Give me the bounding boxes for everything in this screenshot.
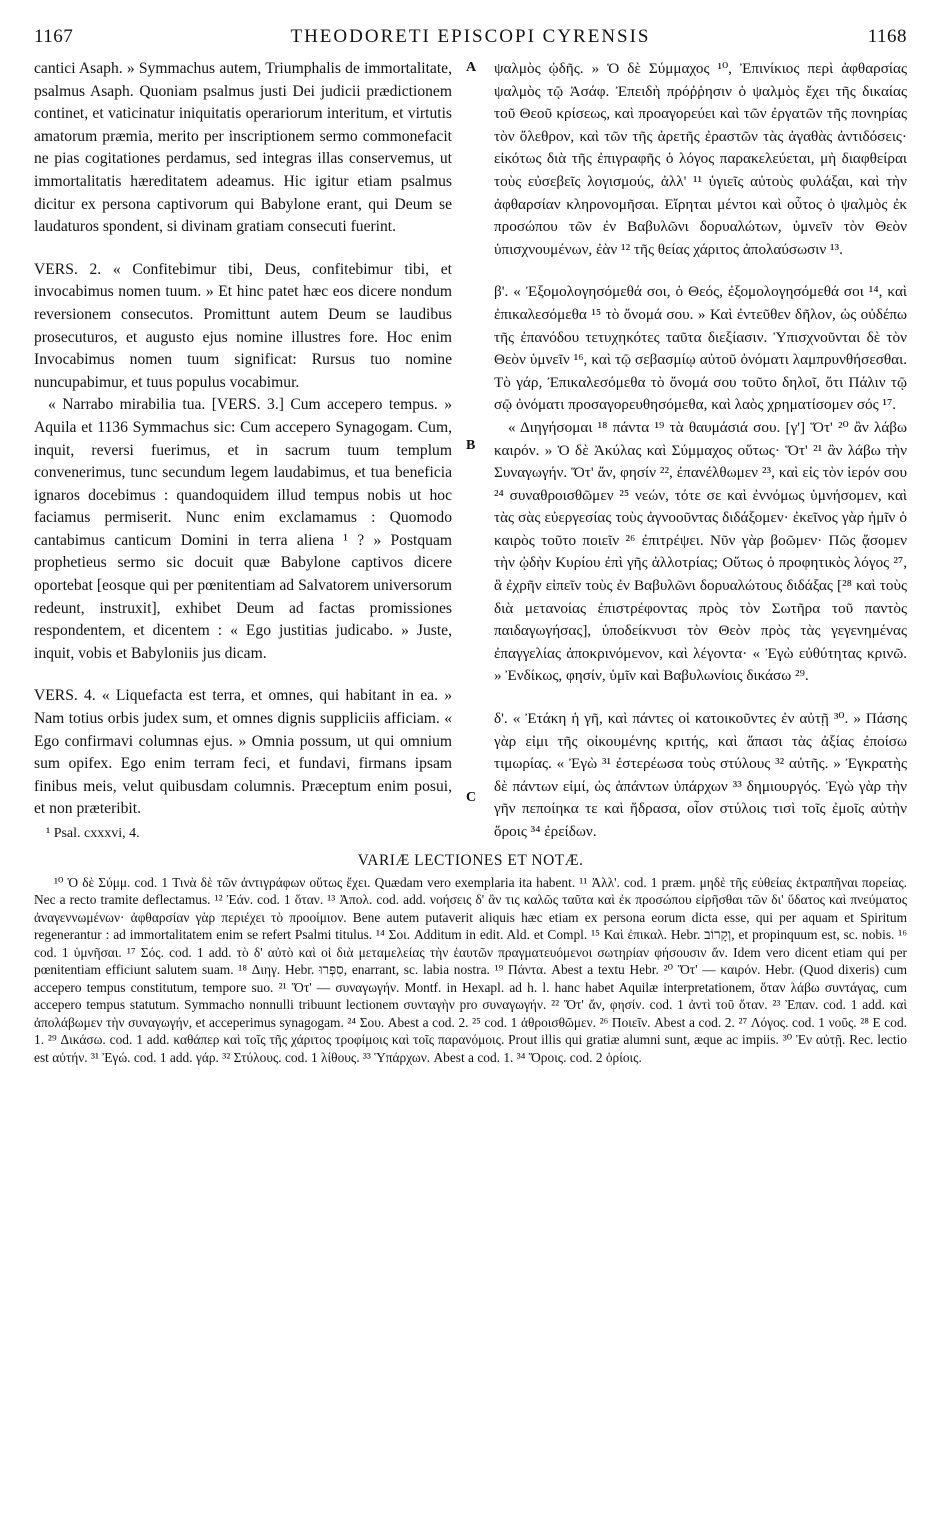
two-column-body: [34, 58, 907, 846]
greek-column: [494, 58, 907, 846]
left-page-number: 1167: [34, 26, 74, 47]
greek-paragraph-4: δ'. « Ἐτάκη ἡ γῆ, καὶ πάντες οἱ κατοικοῦντες ἐν αὐτῇ ³⁰. » Πάσης γὰρ εἰμι τῆς οἰκουμένης κριτής, καὶ ἅπασι τὰς ἀξίας ἐποίσω τιμωρίας. « Ἐγὼ ³¹ ἐστερέωσα τοὺς στύλους ³² αὐτῆς. » Ἐγκρατὴς δὲ πάντων εἰμί, ὡς ἁπάντων ὑπάρχων ³³ δημιουργός. Ἐγὼ γὰρ τὴν γῆν πεποίηκα τε καὶ ἥδρασα, οἷον στύλοις τισὶ τοῖς ἐμοῖς αὐτὴν ὅροις ³⁴ ἐρείδων.: [494, 710, 907, 840]
latin-paragraph-3: « Narrabo mirabilia tua. [VERS. 3.] Cum accepero tempus. » Aquila et 1136 Symmachus sic: Cum accepero Synagogam. Cum, inquit, reversi fuerimus, et in sacrum tuum templum convenerimus, tunc secundum legem laudabimus, et tua beneficia ignaros docebimus : quandoquidem illud tempus nobis ut hoc faciamus permiserit. Nunc enim exclamamus : Quomodo cantabimus canticum Domini in terra aliena ¹ ? » Postquam prophetieus sermo sic docuit quæ Babylone captivos dicere oportebat [eosque qui per pœnitentiam ad Salvatorem universorum redeunt, instruxit], exhibet Deum ad factas promissiones respondentem, et dicentem : « Ego justitias judicabo. » Juste, inquit, vobis et Babyloniis jus dicam.: [34, 396, 452, 662]
latin-paragraph-1: cantici Asaph. » Symmachus autem, Triumphalis de immortalitate, psalmus Asaph. Quoniam psalmus justi Dei judicii prædictionem continet, et vaticinatur iniquitatis operariorum interitum, et virtutis amatorum præmia, merito per inscriptionem sermo commonefacit ne pias cogitationes perdamus, sed integras illas conservemus, ut immortalitatis hæreditatem adeamus. Hic igitur etiam psalmus dicitur ex persona captivorum qui Babylone erant, qui Deum se laudaturos spondent, si divinam gratiam consecuti fuerint.: [34, 60, 452, 236]
latin-paragraph-4: VERS. 4. « Liquefacta est terra, et omnes, qui habitant in ea. » Nam totius orbis judex sum, et omnes dignis suppliciis afficiam. « Ego confirmavi columnas ejus. » Omnia possum, ut qui omnium sum opifex. Ego enim terram feci, et fundavi, firmans ipsam finibus meis, velut quibusdam columnis. Præceptum enim posui, et non præteribit.: [34, 687, 452, 818]
running-title: THEODORETI EPISCOPI CYRENSIS: [290, 26, 651, 47]
latin-paragraph-2: VERS. 2. « Confitebimur tibi, Deus, confitebimur tibi, et invocabimus nomen tuum. » Et hinc patet hæc eos dicere nondum reversionem consecutos. Promittunt autem Deum se laudibus prosecuturos, et augusto ejus nomine illustres fore. Hoc enim Invocabimus nomen tuum significat: Rursus tuo nomine nuncupabimur, et tuus populus vocabimur.: [34, 260, 452, 391]
greek-paragraph-1: ψαλμὸς ᾠδῆς. » Ὁ δὲ Σύμμαχος ¹⁰, Ἐπινίκιος περὶ ἀφθαρσίας ψαλμὸς τῷ Ἀσάφ. Ἐπειδὴ πρόῤῥησιν ὁ ψαλμὸς ἔχει τῆς δικαίας τοῦ Θεοῦ κρίσεως, καὶ προαγορεύει καὶ τῶν ἐργατῶν τῆς πονηρίας τὸν ὄλεθρον, καὶ τῶν τῆς ἀρετῆς ἐραστῶν τὰς ἀγαθὰς ἀντιδόσεις· εἰκότως διὰ τῆς ἐπιγραφῆς ὁ λόγος παρακελεύεται, μὴ διαφθείραι τοὺς εὐσεβεῖς λογισμούς, ἀλλ' ¹¹ ὑγιεῖς αὐτοὺς φυλάξαι, καὶ τὴν ἀφθαρσίαν κληρονομῆσαι. Εἴρηται μέντοι καὶ οὗτος ὁ ψαλμὸς ἐκ προσώπου τῶν ἐν Βαβυλῶνι δορυαλώτων, ὑμνεῖν τὸν Θεὸν ὑπισχνουμένων, ἐὰν ¹² τῆς θείας χάριτος ἀπολαύσωσιν ¹³.: [494, 60, 907, 258]
latin-footnote: ¹ Psal. cxxxvi, 4.: [46, 826, 140, 841]
margin-letters: [462, 58, 484, 846]
margin-letter-c: C: [466, 790, 477, 805]
running-head: [34, 26, 907, 56]
latin-column: [34, 58, 452, 846]
notes-paragraph: ¹⁰ Ὁ δὲ Σύμμ. cod. 1 Τινὰ δὲ τῶν ἀντιγράφων οὕτως ἔχει. Quædam vero exemplaria ita habent. ¹¹ Ἀλλ'. cod. 1 præm. μηδὲ τῆς εὐθείας ἐκτραπῆναι πορείας. Nec a recto tramite deflectamus. ¹² Ἐάν. cod. 1 ὅταν. ¹³ Ἀπολ. cod. add. νοήσεις δ' ἂν τις καλῶς ταῦτα καὶ ἐκ προσώπου εἰρῆσθαι τῶν δι' ὕδατος καὶ πνεύματος ἀναγεννωμένων· ἀφθαρσίαν γὰρ περιέχει τὸ προοίμιον. Bene autem putaverit aliquis hæc etiam ex persona eorum dicta esse, qui per aquam et Spiritum regenerantur : ad immortalitatem enim se refert Psalmi titulus. ¹⁴ Σοι. Additum in edit. Ald. et Compl. ¹⁵ Καὶ ἐπικαλ. Hebr. וְקָרוֹב, et propinquum est, sc. nobis. ¹⁶ cod. 1 ὑμνῆσαι. ¹⁷ Σός. cod. 1 add. τὸ δ' αὐτὸ καὶ οἱ διὰ μεταμελείας τὴν ἑαυτῶν πραγματευόμενοι σωτηρίαν φήσουσιν ἄν. Idem vero dicent etiam qui per pœnitentiam efficiunt salutem suam. ¹⁸ Διηγ. Hebr. סִפְּרוּ, enarrant, sc. labia nostra. ¹⁹ Πάντα. Abest a textu Hebr. ²⁰ Ὅτ' — καιρόν. Hebr. (Quod dixeris) cum accepero tempus constitutum, tempore suo. ²¹ Ὅτ' — συναγωγήν. Montf. in Hexapl. ad h. l. hanc habet Aquilæ interpretationem, ὅταν λάβω συντάγας, cum accepero tempus statutum. Symmacho nonnulli tribuunt lectionem συνταγὴν pro συναγωγήν. ²² Ὅτ' ἄν, φησίν. cod. 1 ἀντὶ τοῦ ὅταν. ²³ Ἐπαν. cod. 1 add. καὶ ἀπολάβωμεν τὴν συναγωγήν, et acceperimus synagogam. ²⁴ Σου. Abest a cod. 2. ²⁵ cod. 1 ἀθροισθῶμεν. ²⁶ Ποιεῖν. Abest a cod. 2. ²⁷ Λόγος. cod. 1 νοῦς. ²⁸ E cod. 1. ²⁹ Δικάσω. cod. 1 add. καθάπερ καὶ τοῖς τῆς χάριτος τροφίμοις καὶ τοῖς παρανόμοις. Prout illis qui gratiæ alumni sunt, æque ac impiis. ³⁰ Ἐν αὐτῇ. Rec. lectio est αὐτήν. ³¹ Ἐγώ. cod. 1 add. γάρ. ³² Στύλους. cod. 1 λίθους. ³³ Ὑπάρχων. Abest a cod. 1. ³⁴ Ὅροις. cod. 2 ὁρίοις.: [34, 874, 908, 1065]
greek-paragraph-3: « Διηγήσομαι ¹⁸ πάντα ¹⁹ τὰ θαυμάσιά σου. [γ'] Ὅτ' ²⁰ ἂν λάβω καιρόν. » Ὁ δὲ Ἀκύλας καὶ Σύμμαχος οὕτως· Ὅτ' ²¹ ἂν λάβω τὴν Συναγωγήν. Ὅτ' ἄν, φησίν ²², ἐπανέλθωμεν ²³, καὶ εἰς τὸν ἱερόν σου ²⁴ συναθροισθῶμεν ²⁵ νεών, τότε σε καὶ ἐννόμως ὑμνήσομεν, καὶ τὰς σὰς εὐεργεσίας τοὺς ἀγνοοῦντας διδάξομεν· ἐκεῖνος γὰρ ἡμῖν ὁ καιρὸς τοῦτο ποιεῖν ²⁶ ἐπιτρέψει. Νῦν γὰρ βοῶμεν· Πῶς ᾄσομεν τὴν ᾠδὴν Κυρίου ἐπὶ γῆς ἀλλοτρίας; Οὕτως ὁ προφητικὸς λόγος ²⁷, ἃ ἐχρῆν εἰπεῖν τοὺς ἐν Βαβυλῶνι δορυαλώτους διδάξας [²⁸ καὶ τοὺς διὰ μετανοίας ἐπιστρέφοντας πρὸς τὸν Σωτῆρα τοῦ παντὸς παιδαγωγήσας], ὑποδείκνυσι τὸν Θεὸν πρὸς τὰς γεγενημένας ἐπαγγελίας ἀποκρινόμενον, καὶ λέγοντα· « Ἐγὼ εὐθύτητας κρινῶ. » Ἐνδίκως, φησίν, ὑμῖν καὶ Βαβυλωνίοις δικάσω ²⁹.: [494, 418, 907, 685]
greek-paragraph-2: β'. « Ἐξομολογησόμεθά σοι, ὁ Θεός, ἐξομολογησόμεθά σοι ¹⁴, καὶ ἐπικαλεσόμεθα ¹⁵ τὸ ὄνομά σου. » Καὶ ἐντεῦθεν δῆλον, ὡς οὐδέπω τῆς ἐπανόδου τετυχηκότες ταῦτα διεξίασιν. Ὑπισχνοῦνται δὲ τὸν Θεὸν ὑμνεῖν ¹⁶, καὶ τῷ σεβασμίῳ αὐτοῦ ὀνόματι λαμπρυνθήσεσθαι. Τὸ γάρ, Ἐπικαλεσόμεθα τὸ ὄνομά σου τοῦτο δηλοῖ, ὅτι Πάλιν τῷ σῷ ὀνόματι προσαγορευθησόμεθα, καὶ λαὸς χρηματίσομεν σός ¹⁷.: [494, 283, 907, 414]
variant-readings-notes: [34, 874, 907, 1067]
right-page-number: 1168: [867, 26, 907, 47]
margin-letter-b: B: [466, 438, 476, 453]
notes-heading: VARIÆ LECTIONES ET NOTÆ.: [357, 851, 584, 869]
margin-letter-a: A: [466, 60, 477, 75]
